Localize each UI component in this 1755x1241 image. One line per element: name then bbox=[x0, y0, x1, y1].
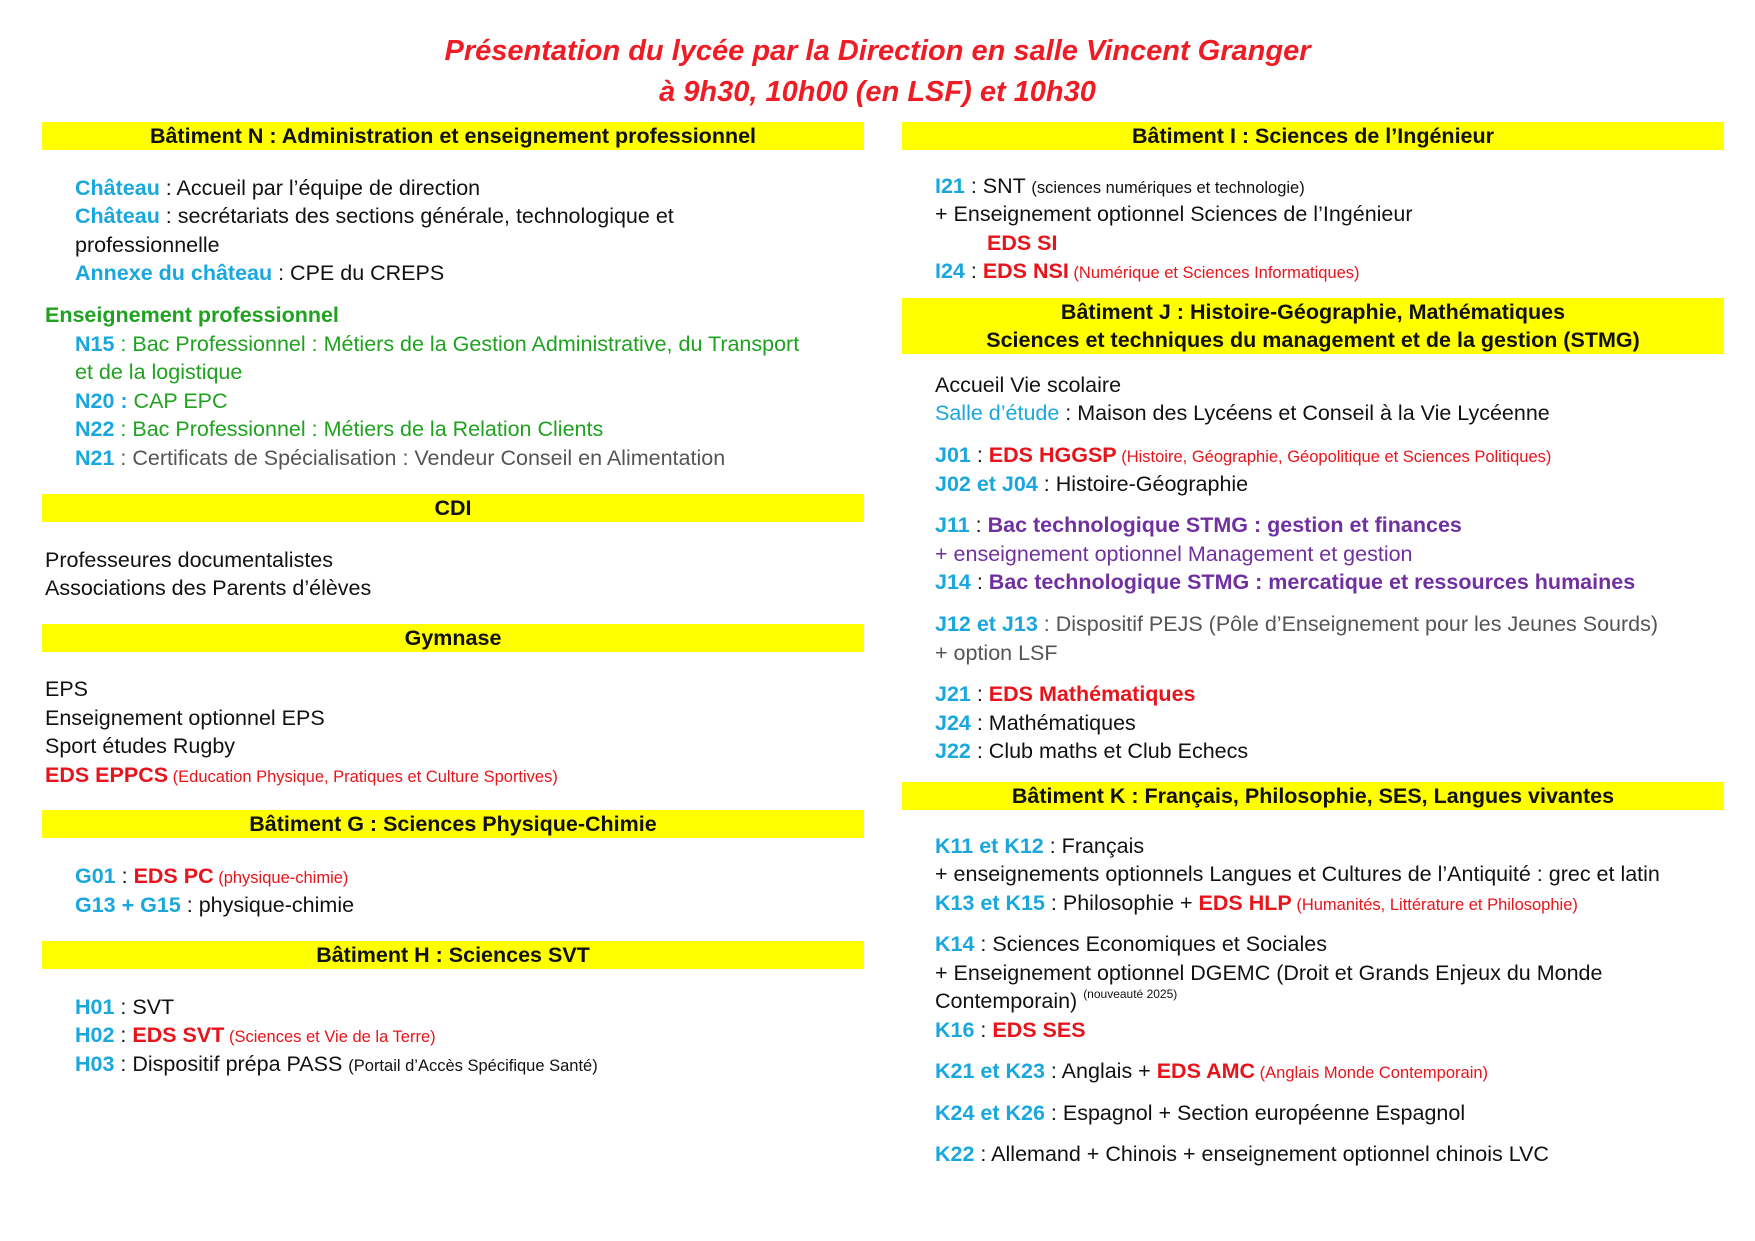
salle-etude-line: Salle d’étude : Maison des Lycéens et Conseil à la Vie Lycéenne bbox=[935, 401, 1550, 425]
h02-line: H02 : EDS SVT (Sciences et Vie de la Terre) bbox=[75, 1023, 436, 1047]
n20-line: N20 : CAP EPC bbox=[75, 389, 228, 413]
g01-line: G01 : EDS PC (physique-chimie) bbox=[75, 864, 349, 888]
j12-opt-line: + option LSF bbox=[935, 641, 1058, 665]
i21-line: I21 : SNT (sciences numériques et technologie) bbox=[935, 174, 1305, 198]
header-batiment-n: Bâtiment N : Administration et enseignement professionnel bbox=[42, 122, 864, 150]
batiment-j-section bbox=[902, 298, 1724, 354]
header-batiment-j: Bâtiment J : Histoire-Géographie, Mathématiques Sciences et techniques du management et de la gestion (STMG) bbox=[902, 298, 1724, 354]
n22-line: N22 : Bac Professionnel : Métiers de la Relation Clients bbox=[75, 417, 604, 441]
g13-line: G13 + G15 : physique-chimie bbox=[75, 893, 355, 917]
k11-opt-line: + enseignements optionnels Langues et Cultures de l’Antiquité : grec et latin bbox=[935, 862, 1660, 886]
i24-line: I24 : EDS NSI (Numérique et Sciences Informatiques) bbox=[935, 259, 1360, 283]
j21-line: J21 : EDS Mathématiques bbox=[935, 682, 1196, 706]
j22-line: J22 : Club maths et Club Echecs bbox=[935, 739, 1249, 763]
h01-line: H01 : SVT bbox=[75, 995, 175, 1019]
batiment-g-section bbox=[42, 810, 864, 838]
cdi-line-1: Professeures documentalistes bbox=[45, 548, 334, 572]
cdi-line-2: Associations des Parents d’élèves bbox=[45, 576, 372, 600]
eds-si: EDS SI bbox=[987, 231, 1058, 255]
k22-line: K22 : Allemand + Chinois + enseignement optionnel chinois LVC bbox=[935, 1142, 1549, 1166]
k21-line: K21 et K23 : Anglais + EDS AMC (Anglais Monde Contemporain) bbox=[935, 1059, 1489, 1083]
page-title: Présentation du lycée par la Direction en salle Vincent Granger bbox=[444, 35, 1311, 67]
h03-line: H03 : Dispositif prépa PASS (Portail d’Accès Spécifique Santé) bbox=[75, 1052, 598, 1076]
page-subtitle: à 9h30, 10h00 (en LSF) et 10h30 bbox=[659, 76, 1096, 108]
header-batiment-g: Bâtiment G : Sciences Physique-Chimie bbox=[42, 810, 864, 838]
n21-line: N21 : Certificats de Spécialisation : Vendeur Conseil en Alimentation bbox=[75, 446, 726, 470]
batiment-i-section bbox=[902, 122, 1724, 150]
gymnase-section bbox=[42, 624, 864, 652]
k14-opt-line-cont: Contemporain) $^{(nouveauté 2025)}$ bbox=[935, 987, 1178, 1013]
j02-line: J02 et J04 : Histoire-Géographie bbox=[935, 472, 1249, 496]
j11-line: J11 : Bac technologique STMG : gestion et finances bbox=[935, 513, 1462, 537]
header-batiment-h: Bâtiment H : Sciences SVT bbox=[42, 941, 864, 969]
gym-line-3: Sport études Rugby bbox=[45, 734, 236, 758]
header-cdi: CDI bbox=[42, 494, 864, 522]
j01-line: J01 : EDS HGGSP (Histoire, Géographie, Géopolitique et Sciences Politiques) bbox=[935, 443, 1552, 467]
gym-line-4: EDS EPPCS (Education Physique, Pratiques et Culture Sportives) bbox=[45, 763, 558, 787]
k14-opt-line: + Enseignement optionnel DGEMC (Droit et Grands Enjeux du Monde bbox=[935, 961, 1603, 985]
chateau-secretariats: Château : secrétariats des sections générale, technologique et bbox=[75, 204, 674, 228]
k24-line: K24 et K26 : Espagnol + Section européenne Espagnol bbox=[935, 1101, 1466, 1125]
j24-line: J24 : Mathématiques bbox=[935, 711, 1136, 735]
header-gymnase: Gymnase bbox=[42, 624, 864, 652]
batiment-k-section bbox=[902, 782, 1724, 810]
n15-line: N15 : Bac Professionnel : Métiers de la Gestion Administrative, du Transport bbox=[75, 332, 800, 356]
j12-line: J12 et J13 : Dispositif PEJS (Pôle d’Enseignement pour les Jeunes Sourds) bbox=[935, 612, 1659, 636]
n15-line-cont: et de la logistique bbox=[75, 360, 243, 384]
k14-line: K14 : Sciences Economiques et Sociales bbox=[935, 932, 1327, 956]
enseignement-pro-title: Enseignement professionnel bbox=[45, 303, 339, 327]
header-batiment-i: Bâtiment I : Sciences de l’Ingénieur bbox=[902, 122, 1724, 150]
i-opt-line: + Enseignement optionnel Sciences de l’Ingénieur bbox=[935, 202, 1413, 226]
annexe-chateau: Annexe du château : CPE du CREPS bbox=[75, 261, 445, 285]
vie-scolaire: Accueil Vie scolaire bbox=[935, 373, 1122, 397]
left-column bbox=[42, 122, 864, 150]
j11-opt-line: + enseignement optionnel Management et gestion bbox=[935, 542, 1413, 566]
header-batiment-k: Bâtiment K : Français, Philosophie, SES, Langues vivantes bbox=[902, 782, 1724, 810]
gym-line-2: Enseignement optionnel EPS bbox=[45, 706, 325, 730]
j14-line: J14 : Bac technologique STMG : mercatique et ressources humaines bbox=[935, 570, 1636, 594]
gym-line-1: EPS bbox=[45, 677, 89, 701]
chateau-accueil: Château : Accueil par l’équipe de direction bbox=[75, 176, 481, 200]
cdi-section bbox=[42, 494, 864, 522]
batiment-h-section bbox=[42, 941, 864, 969]
k16-line: K16 : EDS SES bbox=[935, 1018, 1086, 1042]
k11-line: K11 et K12 : Français bbox=[935, 834, 1145, 858]
chateau-secretariats-cont: professionnelle bbox=[75, 233, 220, 257]
k13-line: K13 et K15 : Philosophie + EDS HLP (Humanités, Littérature et Philosophie) bbox=[935, 891, 1578, 915]
